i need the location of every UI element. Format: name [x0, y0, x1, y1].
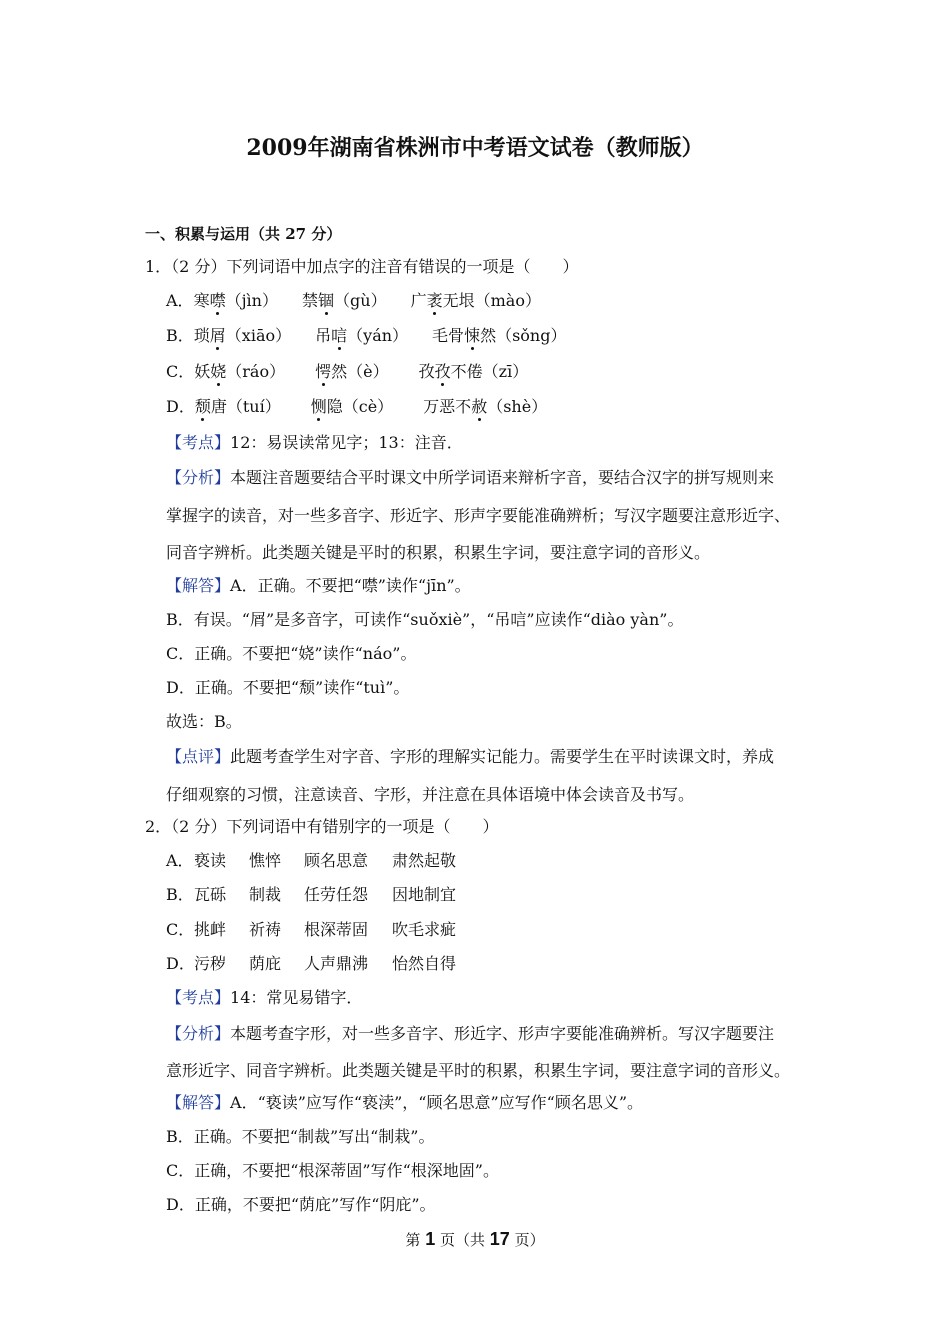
q2-kaodian: 【考点】14：常见易错字． [166, 988, 363, 1007]
q1-option-c: C．妖娆（ráo） 愕然（è） 孜孜不倦（zī） [166, 362, 529, 381]
question-2-stem: 2．（2 分）下列词语中有错别字的一项是（ ） [145, 817, 499, 836]
q1-kaodian: 【考点】12：易误读常见字；13：注音． [166, 433, 463, 452]
q1-fenxi-line3: 同音字辨析。此类题关键是平时的积累，积累生字词，要注意字词的音形义。 [166, 543, 711, 562]
q1-answer: 故选：B。 [166, 712, 242, 731]
question-1-stem: 1．（2 分）下列词语中加点字的注音有错误的一项是（ ） [145, 257, 579, 276]
q1-jieda-b: B．有误。“屑”是多音字，可读作“suǒxiè”，“吊唁”应读作“diào yàn”。 [166, 610, 684, 629]
q1-jieda-c: C．正确。不要把“娆”读作“náo”。 [166, 644, 417, 663]
q2-option-d: D．污秽 荫庇 人声鼎沸 怡然自得 [166, 954, 457, 973]
q2-fenxi-line2: 意形近字、同音字辨析。此类题关键是平时的积累，积累生字词，要注意字词的音形义。 [166, 1061, 791, 1080]
page-number: 1 [425, 1229, 436, 1249]
q1-jieda: 【解答】A．正确。不要把“噤”读作“jīn”。 [166, 576, 471, 595]
q1-option-b: B．琐屑（xiāo） 吊唁（yán） 毛骨悚然（sǒng） [166, 326, 567, 345]
q1-option-a: A．寒噤（jìn） 禁锢（gù） 广袤无垠（mào） [166, 291, 541, 310]
q2-option-b: B．瓦砾 制裁 任劳任怨 因地制宜 [166, 885, 457, 904]
q1-dianping-line2: 仔细观察的习惯，注意读音、字形，并注意在具体语境中体会读音及书写。 [166, 785, 695, 804]
page-footer: 第 1 页（共 17 页） [405, 1229, 545, 1249]
q1-dianping: 【点评】此题考查学生对字音、字形的理解实记能力。需要学生在平时读课文时，养成 [166, 747, 775, 766]
q2-fenxi: 【分析】本题考查字形，对一些多音字、形近字、形声字要能准确辨析。写汉字题要注 [166, 1024, 775, 1043]
q2-jieda: 【解答】A．“亵读”应写作“亵渎”，“顾名思意”应写作“顾名思义”。 [166, 1093, 644, 1112]
page-total: 17 [489, 1229, 510, 1249]
q2-option-c: C．挑衅 祈祷 根深蒂固 吹毛求疵 [166, 920, 457, 939]
q2-option-a: A．亵读 憔悴 顾名思意 肃然起敬 [166, 851, 457, 870]
page-title: 2009年湖南省株洲市中考语文试卷（教师版） [246, 135, 704, 161]
q2-jieda-d: D．正确，不要把“荫庇”写作“阴庇”。 [166, 1195, 436, 1214]
q1-fenxi-line2: 掌握字的读音，对一些多音字、形近字、形声字要能准确辨析；写汉字题要注意形近字、 [166, 506, 791, 525]
q1-fenxi: 【分析】本题注音题要结合平时课文中所学词语来辩析字音，要结合汉字的拼写规则来 [166, 468, 775, 487]
q1-option-d: D．颓唐（tuí） 恻隐（cè） 万恶不赦（shè） [166, 397, 548, 416]
q2-jieda-c: C．正确，不要把“根深蒂固”写作“根深地固”。 [166, 1161, 499, 1180]
section-heading: 一、积累与运用（共 27 分） [145, 225, 342, 243]
q2-jieda-b: B．正确。不要把“制裁”写出“制栽”。 [166, 1127, 435, 1146]
q1-jieda-d: D．正确。不要把“颓”读作“tuì”。 [166, 678, 410, 697]
